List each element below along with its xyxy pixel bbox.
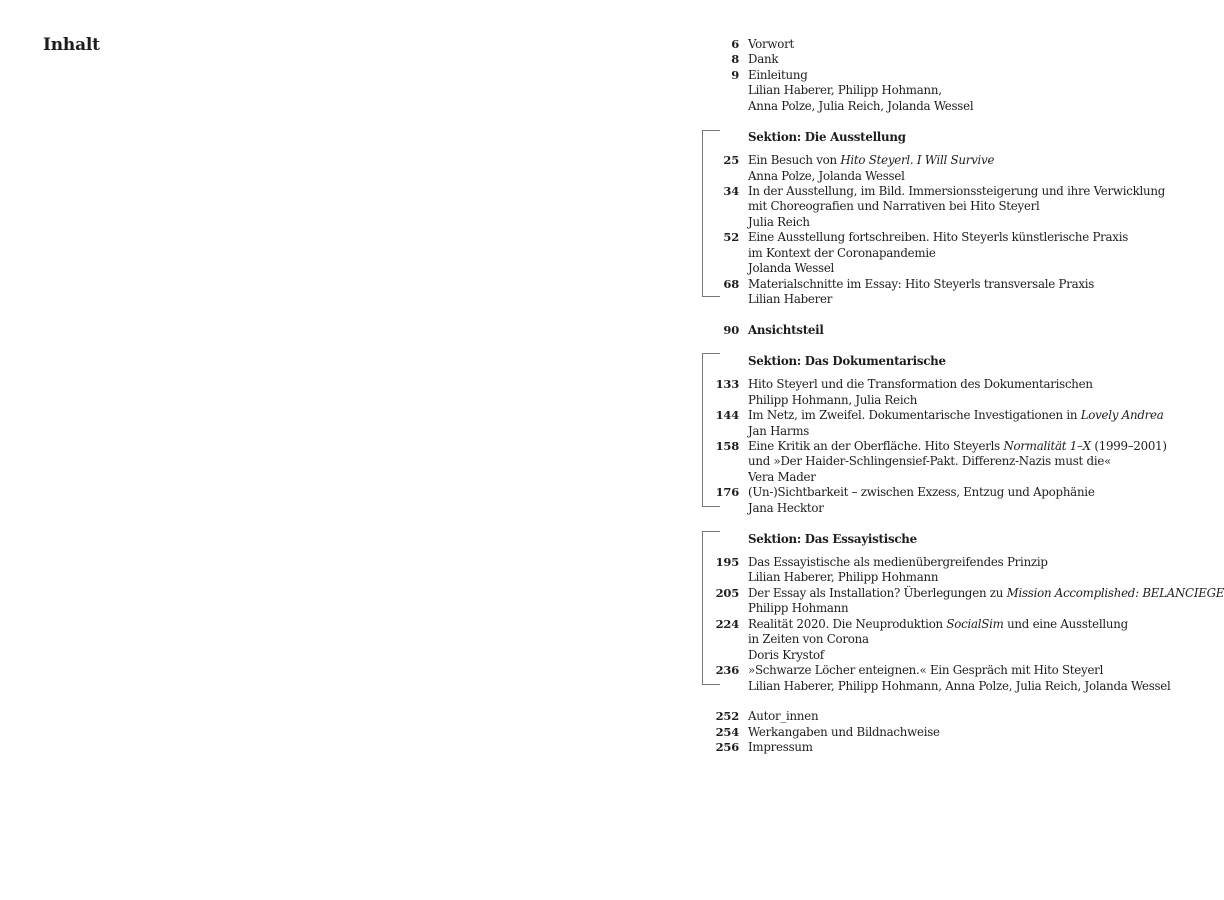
section-die-ausstellung: [700, 130, 1180, 308]
page-number: 52: [723, 230, 739, 245]
section-heading: Sektion: Das Dokumentarische: [748, 353, 946, 368]
entry-title: Eine Ausstellung fortschreiben. Hito Steyerls künstlerische Praxis: [748, 230, 1129, 245]
toc-entry[interactable]: [700, 663, 1180, 678]
page-number: 9: [731, 67, 739, 82]
toc-entry[interactable]: [700, 408, 1180, 423]
toc-entry[interactable]: [700, 555, 1180, 570]
entry-authors: Lilian Haberer, Philipp Hohmann, Anna Polze, Julia Reich, Jolanda Wessel: [748, 678, 1171, 693]
entry-title-cont: mit Choreografien und Narrativen bei Hito Steyerl: [748, 199, 1040, 214]
page-number: 195: [715, 555, 739, 569]
toc-group-front: [700, 37, 1180, 114]
toc-entry[interactable]: [700, 585, 1224, 601]
toc-entry[interactable]: [700, 740, 1180, 755]
entry-authors: Lilian Haberer, Philipp Hohmann,: [748, 83, 942, 98]
entry-authors: Anna Polze, Julia Reich, Jolanda Wessel: [748, 98, 974, 113]
section-das-dokumentarische: [700, 354, 1180, 516]
entry-authors: Jana Hecktor: [748, 500, 824, 515]
toc-entry-ansichtsteil[interactable]: [700, 323, 1180, 338]
section-heading: Sektion: Das Essayistische: [748, 531, 917, 546]
page-number: 8: [731, 52, 739, 67]
table-of-contents: [700, 37, 1224, 756]
entry-title-cont: und »Der Haider-Schlingensief-Pakt. Differenz-Nazis must die«: [748, 454, 1112, 469]
section-das-essayistische: [700, 531, 1224, 694]
entry-title-cont: in Zeiten von Corona: [748, 632, 869, 647]
page-number: 144: [715, 408, 739, 423]
toc-group-back: [700, 709, 1180, 755]
entry-title: Dank: [748, 52, 779, 67]
entry-title: »Schwarze Löcher enteignen.« Ein Gespräch mit Hito Steyerl: [748, 663, 1104, 678]
toc-entry[interactable]: [700, 709, 1180, 724]
toc-entry[interactable]: [700, 485, 1180, 500]
entry-title: Impressum: [748, 740, 813, 755]
entry-title: Der Essay als Installation? Überlegungen zu Mission Accomplished: BELANCIEGE: [748, 585, 1224, 600]
entry-authors: Jan Harms: [748, 423, 810, 438]
toc-entry[interactable]: [700, 52, 1180, 67]
page-number: 252: [715, 709, 739, 724]
page-number: 158: [715, 438, 739, 453]
section-heading: Sektion: Die Ausstellung: [748, 129, 906, 144]
entry-title: Eine Kritik an der Oberfläche. Hito Steyerls Normalität 1–X (1999–2001): [748, 438, 1167, 453]
page-number: 254: [715, 724, 739, 739]
entry-title: Werkangaben und Bildnachweise: [748, 724, 940, 739]
entry-title: Hito Steyerl und die Transformation des Dokumentarischen: [748, 377, 1093, 392]
entry-title-cont: im Kontext der Coronapandemie: [748, 245, 936, 260]
entry-authors: Doris Krystof: [748, 647, 824, 662]
entry-title: Vorwort: [748, 37, 795, 51]
toc-entry[interactable]: [700, 377, 1180, 392]
toc-entry[interactable]: [700, 153, 1180, 168]
page-number: 6: [731, 37, 739, 51]
page-number: 25: [723, 153, 739, 168]
page-number: 236: [715, 663, 739, 678]
entry-authors: Julia Reich: [748, 214, 810, 229]
entry-authors: Lilian Haberer, Philipp Hohmann: [748, 570, 939, 585]
page-number: 68: [723, 276, 739, 291]
toc-entry[interactable]: [700, 439, 1180, 454]
entry-authors: Jolanda Wessel: [748, 261, 835, 276]
toc-entry[interactable]: [700, 37, 1180, 52]
toc-entry[interactable]: [700, 617, 1180, 632]
entry-title: (Un-)Sichtbarkeit – zwischen Exzess, Entzug und Apophänie: [748, 485, 1095, 500]
entry-authors: Philipp Hohmann, Julia Reich: [748, 392, 918, 407]
page-number: 176: [715, 485, 739, 500]
entry-title: Autor_innen: [748, 709, 819, 724]
entry-authors: Anna Polze, Jolanda Wessel: [748, 168, 905, 183]
toc-entry[interactable]: [700, 184, 1180, 199]
page-number: 224: [715, 616, 739, 631]
entry-title: In der Ausstellung, im Bild. Immersionssteigerung und ihre Verwicklung: [748, 183, 1166, 198]
entry-authors: Lilian Haberer: [748, 292, 833, 306]
entry-authors: Vera Mader: [748, 469, 816, 484]
entry-title: Realität 2020. Die Neuproduktion SocialSim und eine Ausstellung: [748, 616, 1128, 631]
page-number: 34: [723, 183, 739, 198]
page-number: 133: [715, 377, 739, 392]
entry-title: Ansichtsteil: [748, 322, 824, 337]
page-number: 90: [723, 322, 739, 337]
toc-entry[interactable]: [700, 725, 1180, 740]
toc-entry[interactable]: [700, 68, 1180, 83]
entry-title: Das Essayistische als medienübergreifendes Prinzip: [748, 555, 1048, 569]
entry-title: Im Netz, im Zweifel. Dokumentarische Investigationen in Lovely Andrea: [748, 408, 1164, 423]
page-number: 256: [715, 740, 739, 755]
entry-title: Einleitung: [748, 67, 808, 82]
toc-entry[interactable]: [700, 230, 1180, 245]
entry-title: Materialschnitte im Essay: Hito Steyerls transversale Praxis: [748, 276, 1095, 291]
entry-authors: Philipp Hohmann: [748, 601, 849, 616]
toc-entry[interactable]: [700, 277, 1180, 292]
page-title: Inhalt: [43, 35, 100, 55]
entry-title: Ein Besuch von Hito Steyerl. I Will Survive: [748, 153, 995, 168]
page-number: 205: [715, 585, 739, 600]
